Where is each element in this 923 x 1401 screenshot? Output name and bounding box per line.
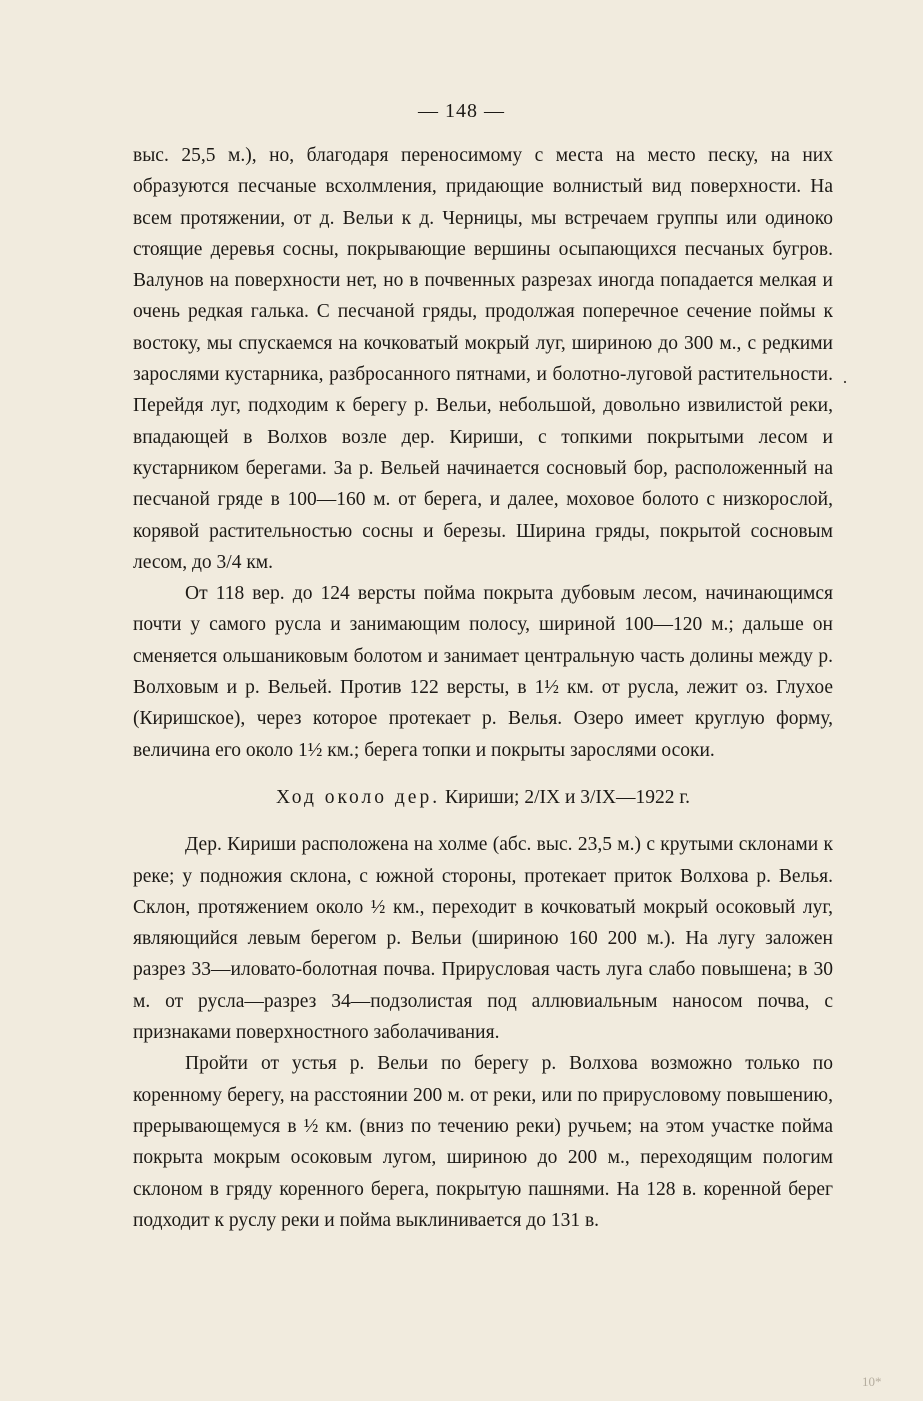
paragraph-4: Пройти от устья р. Вельи по берегу р. Волхова возможно только по коренному берегу, на расстоянии 200 м. от реки, или по прирусловому повышению, прерывающемуся в ½ км. (вниз по течению реки) ручьем; на этом участке пойма покрыта мокрым осоковым лугом, шириною до 200 м., переходящим пологим склоном в гряду коренного берега, покрытую пашнями. На 128 в. коренной берег подходит к руслу реки и пойма выклинивается до 131 в. bbox=[133, 1053, 833, 1231]
section-heading-rest: Кириши; 2/IX и 3/IX—1922 г. bbox=[444, 786, 691, 808]
paragraph-1: выс. 25,5 м.), но, благодаря переносимому с места на место песку, на них образуются песчаные всхолмления, придающие волнистый вид поверхности. На всем протяжении, от д. Вельи к д. Черницы, мы встречаем группы или одиноко стоящие деревья сосны, покрывающие вершины осыпающихся песчаных бугров. Валунов на поверхности нет, но в почвенных разрезах иногда попадается мелкая и очень редкая галька. С песчаной гряды, продолжая поперечное сечение поймы к востоку, мы спускаемся на кочковатый мокрый луг, шириною до 300 м., с редкими зарослями кустарника, разбросанного пятнами, и болотно-луговой растительности. Перейдя луг, подходим к берегу р. Вельи, небольшой, довольно извилистой реки, впадающей в Волхов возле дер. Кириши, с топкими покрытыми лесом и кустарником берегами. За р. Вельей начинается сосновый бор, расположенный на песчаной гряде в 100—160 м. от берега, и далее, моховое болото с низкорослой, корявой растительностью сосны и березы. Ширина гряды, покрытой сосновым лесом, до 3/4 км. bbox=[133, 145, 833, 573]
paragraph-3: Дер. Кириши расположена на холме (абс. выс. 23,5 м.) с крутыми склонами к реке; у подножия склона, с южной стороны, протекает приток Волхова р. Велья. Склон, протяжением около ½ км., переходит в кочковатый мокрый осоковый луг, являющийся левым берегом р. Вельи (шириною 160 200 м.). На лугу заложен разрез 33—иловато-болотная почва. Прирусловая часть луга слабо повышена; в 30 м. от русла—разрез 34—подзолистая под аллювиальным наносом почва, с признаками поверхностного заболачивания. bbox=[133, 834, 833, 1044]
signature-mark: 10* bbox=[862, 1374, 882, 1389]
page-number: — 148 — bbox=[418, 100, 505, 122]
body-text bbox=[133, 140, 833, 1236]
margin-mark: · bbox=[842, 372, 848, 392]
paragraph-2: От 118 вер. до 124 версты пойма покрыта дубовым лесом, начинающимся почти у самого русла и занимающим полосу, шириной 100—120 м.; дальше он сменяется ольшаниковым болотом и занимает центральную часть долины между р. Волховым и р. Вельей. Против 122 версты, в 1½ км. от русла, лежит оз. Глухое (Киришское), через которое протекает р. Велья. Озеро имеет круглую форму, величина его около 1½ км.; берега топки и покрыты зарослями осоки. bbox=[133, 583, 833, 761]
section-heading-spaced: Ход около дер. bbox=[275, 786, 441, 808]
section-heading bbox=[133, 782, 833, 813]
